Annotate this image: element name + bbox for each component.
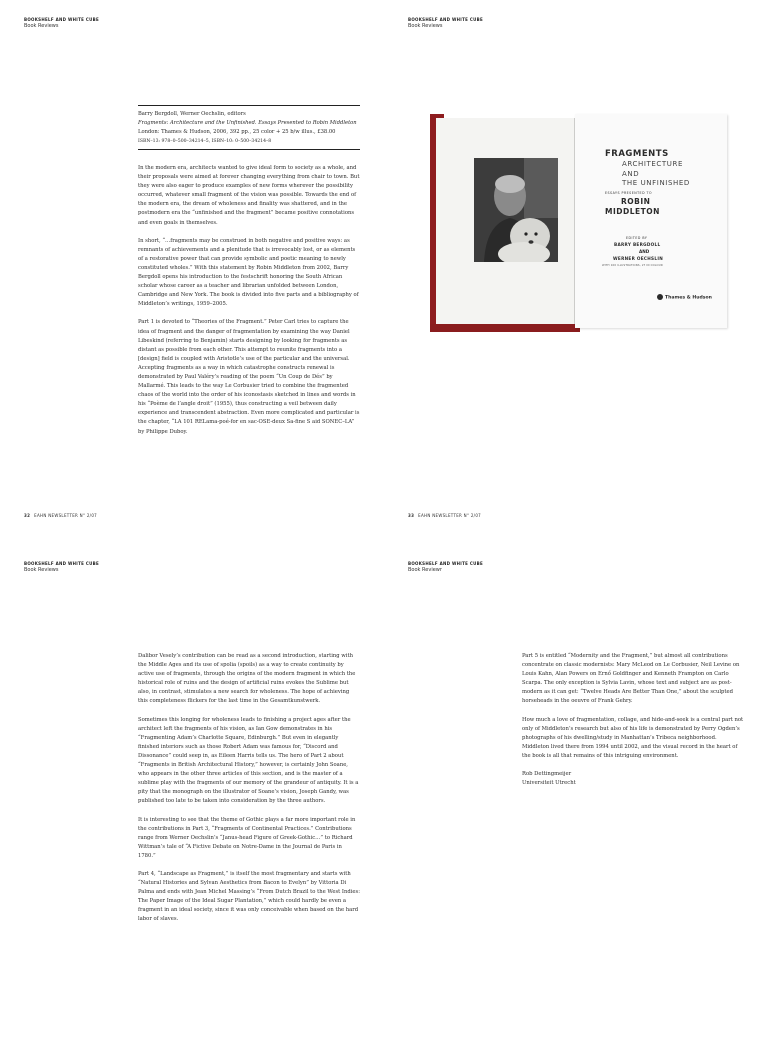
header-section: BOOKSHELF AND WHITE CUBE: [24, 561, 100, 566]
book-left-page: [436, 118, 575, 324]
book-publication: London: Thames & Hudson, 2006, 392 pp., 25 color + 25 b/w illus., £38.00: [138, 129, 336, 135]
page-1: [0, 0, 384, 518]
book-info-block: [138, 105, 360, 150]
page-3: [0, 544, 384, 1056]
footer-label: EAHN NEWSLETTER N° 2/07: [34, 513, 98, 518]
bottom-rule: [138, 149, 360, 150]
book-title-line: AND: [622, 170, 640, 178]
page-1-text: [138, 164, 360, 446]
paragraph: It is interesting to see that the theme of Gothic plays a far more important role in the contributions in Part 3, “Fragments of Continental Practices.” Contributions range from Werner Oechslin’s “Janus-head Figure of Greek-Gothic…” to Richard Wittman’s tale of “A Fictive Debate on Notre-Dame in the Journal de Paris in 1780.”: [138, 816, 356, 859]
running-header: [24, 561, 99, 573]
book-photo: [430, 114, 730, 332]
reviewer-affiliation: Universiteit Utrecht: [522, 780, 576, 787]
book-honoree: ROBIN: [621, 197, 651, 206]
paragraph: Sometimes this longing for wholeness leads to finishing a project ages after the architect left the fragments of his vision, as Ian Gow demonstrates in his “Fragmenting Adam’s Charlotte Square, Edinburgh.” But even in elegantly finished interiors such as those Robert Adam was famous for, “Discord and Dissonance” could seep in, as Eileen Harris tells us. The hero of Part 2 about “Fragments in British Architectural History,” however, is certainly John Soane, who appears in the other three articles of this section, and is the master of a sublime play with the fragments of our memory of the grandeur of antiquity. It is a pity that the monograph on the illustrator of Soane’s vision, Joseph Gandy, was published too late to be taken into consideration by the three authors.: [138, 716, 359, 805]
paragraph: In the modern era, architects wanted to give ideal form to society as a whole, and their proposals were aimed at forever changing everything from chair to town. But they were also eager to produce examples of new forms wherever the possibility occurred, whatever small fragment of the vision was possible. Towards the end of the modern era, the dream of wholeness and finality was shattered, and in the postmodern era the “unfinished and the fragment” became positive connotations and even goals in themselves.: [138, 165, 360, 226]
book-illustrations-note: WITH 100 ILLUSTRATIONS, 27 IN COLOUR: [602, 264, 663, 267]
footer-label: EAHN NEWSLETTER N° 2/07: [418, 513, 482, 518]
header-subsection: Book Reviewr: [408, 567, 442, 573]
header-subsection: Book Reviews: [24, 23, 59, 29]
header-section: BOOKSHELF AND WHITE CUBE: [24, 17, 100, 22]
publisher-mark-icon: [657, 294, 663, 300]
reviewer-name: Rob Dettingmeijer: [522, 771, 572, 778]
book-red-cover-edge: [430, 324, 580, 332]
page-4-text: [522, 652, 744, 788]
top-rule: [138, 105, 360, 106]
book-editor: BARRY BERGDOLL: [614, 242, 661, 247]
page-3-text: [138, 652, 360, 934]
book-title: Fragments: Architecture and the Unfinished. Essays Presented to Robin Middleton: [138, 120, 357, 126]
header-section: BOOKSHELF AND WHITE CUBE: [408, 561, 484, 566]
paragraph: Part 5 is entitled “Modernity and the Fragment,” but almost all contributions concentrate on classic modernists: Mary McLeod on Le Corbusier, Neil Levine on Louis Kahn, Alan Powers on Ernő Goldfinger and Kenneth Frampton on Carlo Scarpa. The only exception is Sylvia Lavin, whose text and subject are as post-modern as it can get: “Twelve Heads Are Better Than One,” about the sculpted horseheads in the oeuvre of Frank Gehry.: [522, 653, 740, 705]
publisher-name: Thames & Hudson: [665, 295, 712, 301]
book-title-page: [575, 114, 727, 328]
book-isbn: ISBN–13: 978–0–500–34214–5, ISBN–10: 0–500–34214–8: [138, 139, 272, 144]
book-presented-line: ESSAYS PRESENTED TO: [605, 191, 652, 195]
book-title-line: ARCHITECTURE: [622, 160, 683, 168]
running-header: [408, 561, 483, 573]
page-number: 32: [24, 513, 31, 518]
book-edited-by: EDITED BY: [626, 236, 648, 240]
book-editors: Barry Bergdoll, Werner Oechslin, editors: [138, 111, 246, 117]
book-title-line: THE UNFINISHED: [622, 179, 690, 187]
header-section: BOOKSHELF AND WHITE CUBE: [408, 17, 484, 22]
header-subsection: Book Reviews: [24, 567, 59, 573]
book-title-line: FRAGMENTS: [605, 149, 669, 159]
paragraph: Part 1 is devoted to “Theories of the Fragment.” Peter Carl tries to capture the idea of fragment and the danger of fragmentation by examining the way Daniel Libeskind (referring to Benjamin) starts designing by looking for fragments as distant as possible from each other. This attempt to reunite fragments into a [design] field is coupled with Aristotle’s use of the particular and the universal. Accepting fragments as a way in which catastrophe constructs renewal is demonstrated by Paul Valéry’s reading of the poem “Un Coup de Dés” by Mallarmé. This leads to the way Le Corbusier tried to combine the fragmented chaos of the world into the order of his iconostasis sketched in lines and words in his “Poème de l’angle droit” (1955), thus constructing a veil between daily experience and transcendent abstraction. Even more complicated and particular is the chapter, “LA 101 RELama-poé-for en sac-OSE-deux Sa-fine S aid SONEC–LA” by Philippe Duboy.: [138, 319, 360, 435]
running-header: [408, 17, 483, 29]
book-editor: WERNER OECHSLIN: [613, 256, 663, 261]
book-honoree: MIDDLETON: [605, 207, 660, 216]
book-editor-and: AND: [639, 249, 650, 254]
paragraph: Dalibor Vesely’s contribution can be read as a second introduction, starting with the Middle Ages and its use of spolia (spoils) as a way to create continuity by active use of fragments, through the origins of the modern fragment in which the historical role of ruins and the design of artificial ruins evokes the Sublime but also, in contrast, stimulates a new search for wholeness. The hope of achieving this completeness flickers for the last time in the Gesamtkunstwerk.: [138, 653, 356, 705]
paragraph: How much a love of fragmentation, collage, and hide-and-seek is a central part not only of Middleton’s research but also of his life is demonstrated by Perry Ogden’s photographs of his dwelling/study in Manhattan’s Tribeca neighborhood. Middleton lived there from 1994 until 2002, and the visual record in the heart of the book is all that remains of this intriguing environment.: [522, 716, 744, 759]
header-subsection: Book Reviews: [408, 23, 443, 29]
page-number: 33: [408, 513, 415, 518]
page-footer: [408, 513, 481, 518]
portrait-photo: [474, 158, 558, 262]
page-footer: [24, 513, 97, 518]
paragraph: Part 4, “Landscape as Fragment,” is itself the most fragmentary and starts with “Natural Histories and Sylvan Aesthetics from Bacon to Evelyn” by Vittoria Di Palma and ends with Jean Michel Massing’s “From Dutch Brazil to the West Indies: The Paper Image of the Ideal Sugar Plantation,” which could hardly be even a fragment in an ideal society, since it was only conceivable when based on the hard labor of slaves.: [138, 870, 360, 923]
running-header: [24, 17, 99, 29]
publisher-logo: [657, 294, 712, 301]
page-4: [384, 544, 768, 1056]
paragraph: In short, “…fragments may be construed in both negative and positive ways: as remnants of achievements and a plenitude that is irrevocably lost, or as elements of a restorative power that can provide symbolic and poetic meaning to newly constituted wholes.” With this statement by Robin Middleton from 2002, Barry Bergdoll opens his introduction to the festschrift honoring the South African scholar whose career as a teacher and librarian unfolded between London, Cambridge and New York. The book is divided into five parts and a bibliography of Middleton’s writings, 1959–2005.: [138, 237, 359, 308]
portrait-image: [474, 158, 558, 262]
